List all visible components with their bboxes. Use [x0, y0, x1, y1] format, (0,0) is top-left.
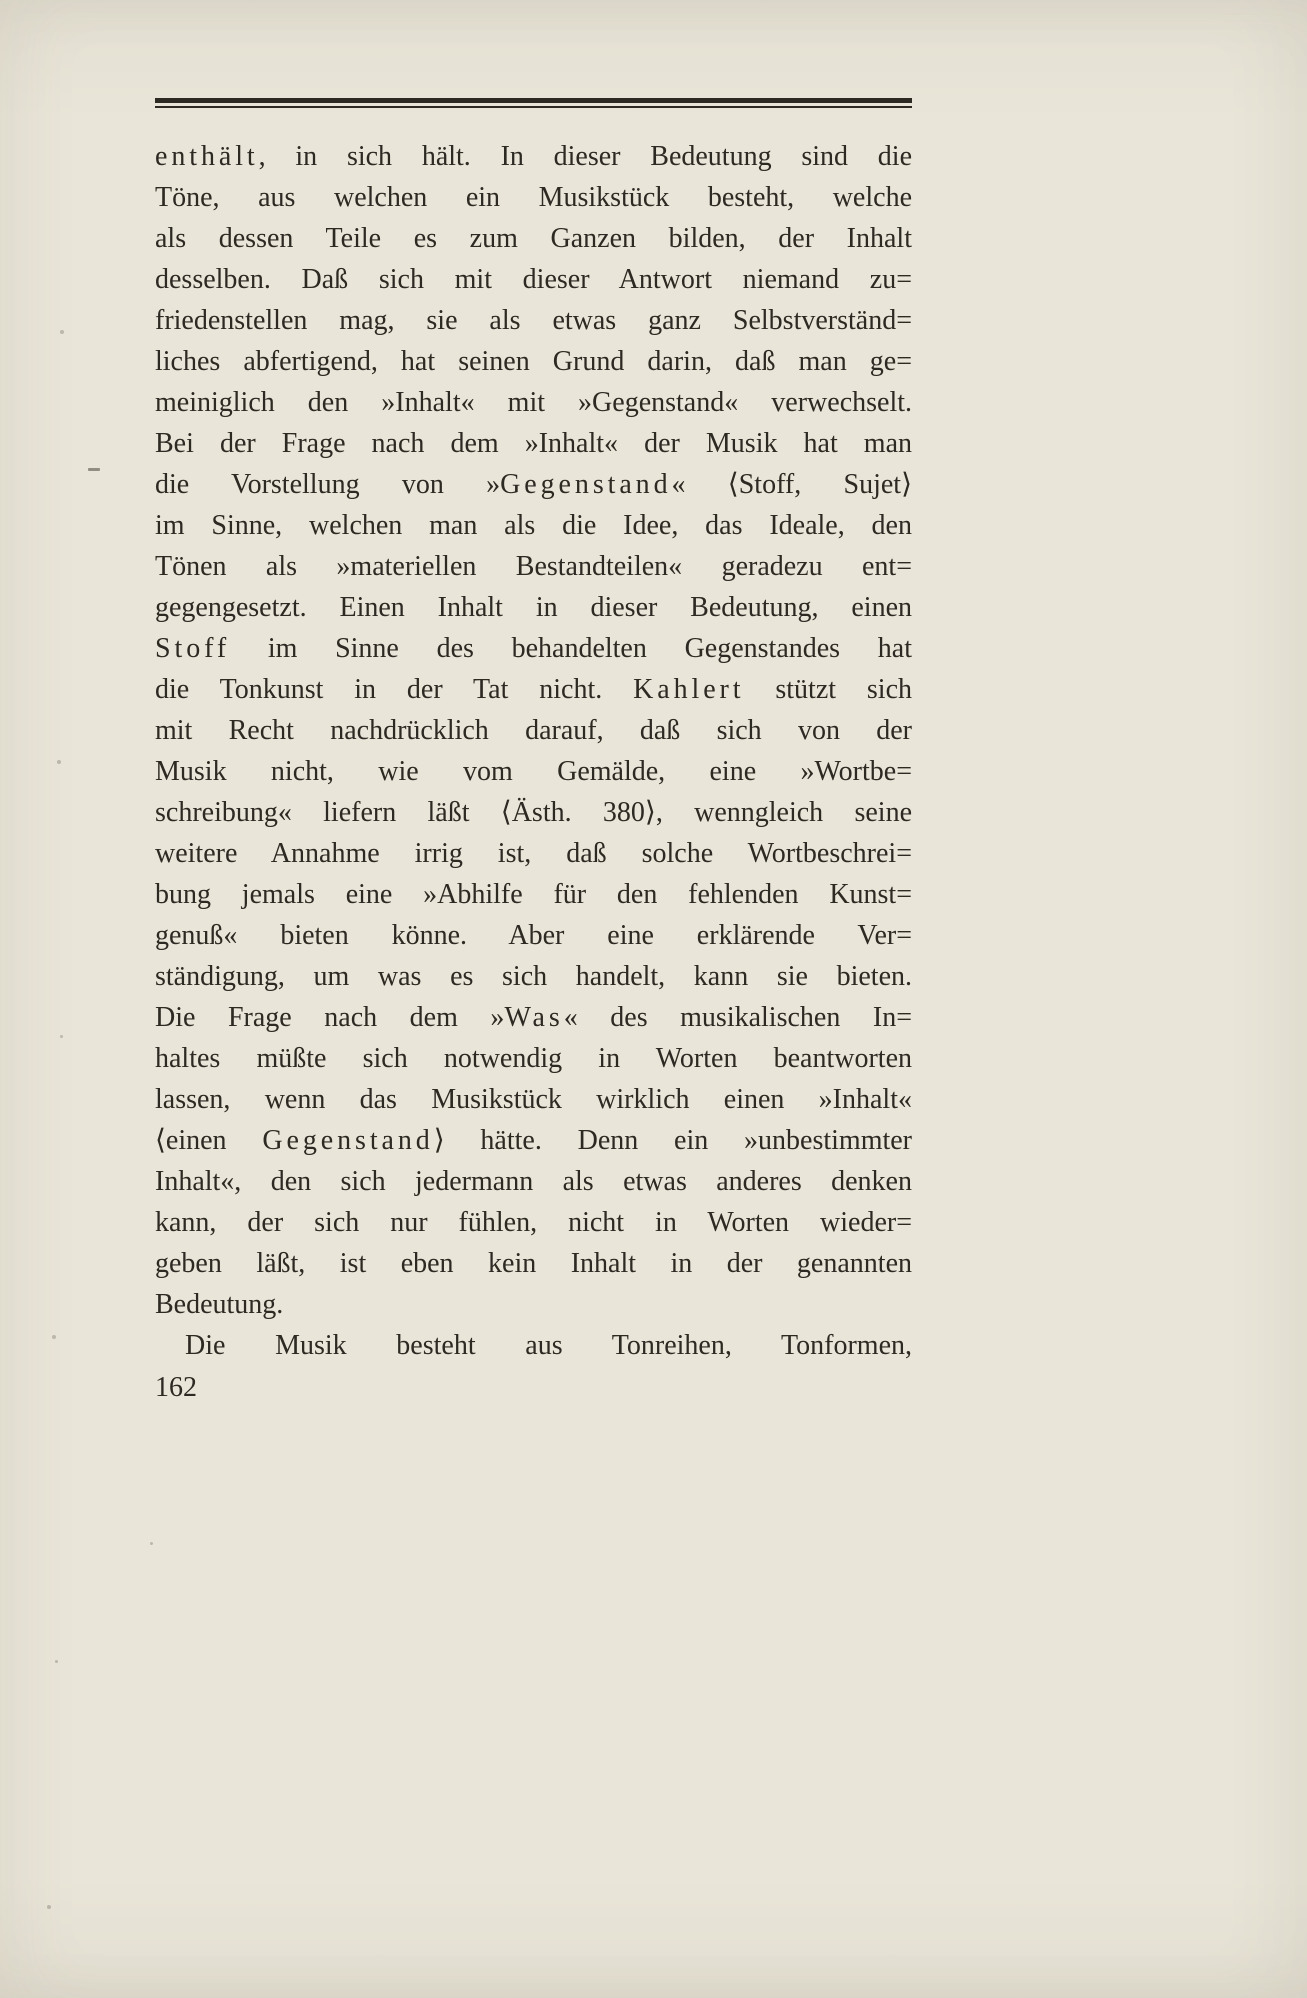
- emphasized-word: Was: [504, 1002, 564, 1033]
- text-line: [155, 464, 912, 505]
- scan-speck: [60, 1035, 63, 1038]
- text-line: [155, 628, 912, 669]
- text-segment: kann, der sich nur fühlen, nicht in Worten wieder=: [155, 1207, 912, 1238]
- text-segment: im Sinne, welchen man als die Idee, das Ideale, den: [155, 510, 912, 541]
- text-segment: genuß« bieten könne. Aber eine erklärende Ver=: [155, 920, 912, 951]
- text-segment: geben läßt, ist eben kein Inhalt in der genannten: [155, 1248, 912, 1279]
- double-rule: [155, 98, 912, 108]
- text-line: [155, 874, 912, 915]
- emphasized-word: Stoff: [155, 633, 231, 664]
- text-segment: Tönen als »materiellen Bestandteilen« geradezu ent=: [155, 551, 912, 582]
- text-line: [155, 505, 912, 546]
- emphasized-word: Gegenstand: [500, 469, 672, 500]
- text-line: [155, 587, 912, 628]
- text-line: [155, 423, 912, 464]
- text-segment: liches abfertigend, hat seinen Grund darin, daß man ge=: [155, 346, 912, 377]
- text-segment: stützt sich: [744, 674, 912, 705]
- scan-speck: [52, 1335, 56, 1339]
- text-line: [155, 833, 912, 874]
- text-line: [155, 669, 912, 710]
- text-line: [155, 710, 912, 751]
- text-segment: gegengesetzt. Einen Inhalt in dieser Bedeutung, einen: [155, 592, 912, 623]
- text-line: [155, 1161, 912, 1202]
- text-line: [155, 382, 912, 423]
- text-segment: die Vorstellung von »: [155, 469, 501, 500]
- text-segment: ständigung, um was es sich handelt, kann sie bieten.: [155, 961, 912, 992]
- text-segment: friedenstellen mag, sie als etwas ganz Selbstverständ=: [155, 305, 912, 336]
- text-segment: Bei der Frage nach dem »Inhalt« der Musik hat man: [155, 428, 912, 459]
- text-line: [155, 1202, 912, 1243]
- text-segment: Bedeutung.: [155, 1289, 284, 1320]
- text-segment: als dessen Teile es zum Ganzen bilden, der Inhalt: [155, 223, 912, 254]
- body-text: [155, 136, 912, 1366]
- text-line: [155, 915, 912, 956]
- text-segment: « ⟨Stoff, Sujet⟩: [671, 469, 912, 500]
- text-segment: Musik nicht, wie vom Gemälde, eine »Wortbe=: [155, 756, 912, 787]
- text-segment: « des musikalischen In=: [563, 1002, 912, 1033]
- text-line: [155, 1079, 912, 1120]
- text-line: [155, 546, 912, 587]
- text-segment: ⟩ hätte. Denn ein »unbestimmter: [433, 1125, 913, 1156]
- page-number: 162: [155, 1372, 197, 1403]
- scan-speck: [88, 468, 100, 471]
- text-line: [155, 136, 912, 177]
- text-line: [155, 1325, 912, 1366]
- text-segment: Die Musik besteht aus Tonreihen, Tonformen,: [185, 1330, 912, 1361]
- text-segment: desselben. Daß sich mit dieser Antwort niemand zu=: [155, 264, 912, 295]
- text-line: [155, 997, 912, 1038]
- text-segment: meiniglich den »Inhalt« mit »Gegenstand« verwechselt.: [155, 387, 912, 418]
- scan-speck: [47, 1905, 51, 1909]
- text-segment: Töne, aus welchen ein Musikstück besteht, welche: [155, 182, 912, 213]
- text-line: [155, 956, 912, 997]
- emphasized-word: enthält: [155, 141, 259, 172]
- text-line: [155, 1120, 912, 1161]
- text-line: [155, 177, 912, 218]
- text-segment: weitere Annahme irrig ist, daß solche Wortbeschrei=: [155, 838, 912, 869]
- text-segment: haltes müßte sich notwendig in Worten beantworten: [155, 1043, 912, 1074]
- emphasized-word: Gegenstand: [262, 1125, 434, 1156]
- text-line: [155, 300, 912, 341]
- text-segment: im Sinne des behandelten Gegenstandes hat: [230, 633, 912, 664]
- scan-speck: [150, 1542, 153, 1545]
- text-line: [155, 1284, 912, 1325]
- text-segment: schreibung« liefern läßt ⟨Ästh. 380⟩, wenngleich seine: [155, 797, 912, 828]
- text-line: [155, 792, 912, 833]
- text-line: [155, 341, 912, 382]
- text-segment: lassen, wenn das Musikstück wirklich einen »Inhalt«: [155, 1084, 912, 1115]
- text-line: [155, 1243, 912, 1284]
- text-line: [155, 259, 912, 300]
- scan-speck: [60, 330, 64, 334]
- text-line: [155, 751, 912, 792]
- text-segment: ⟨einen: [155, 1125, 263, 1156]
- text-segment: Die Frage nach dem »: [155, 1002, 505, 1033]
- emphasized-word: Kahlert: [633, 674, 745, 705]
- text-segment: , in sich hält. In dieser Bedeutung sind die: [258, 141, 912, 172]
- text-line: [155, 218, 912, 259]
- scan-speck: [55, 1660, 58, 1663]
- text-segment: bung jemals eine »Abhilfe für den fehlenden Kunst=: [155, 879, 912, 910]
- text-line: [155, 1038, 912, 1079]
- text-segment: Inhalt«, den sich jedermann als etwas anderes denken: [155, 1166, 912, 1197]
- text-segment: mit Recht nachdrücklich darauf, daß sich von der: [155, 715, 912, 746]
- text-segment: die Tonkunst in der Tat nicht.: [155, 674, 634, 705]
- scan-speck: [57, 760, 61, 764]
